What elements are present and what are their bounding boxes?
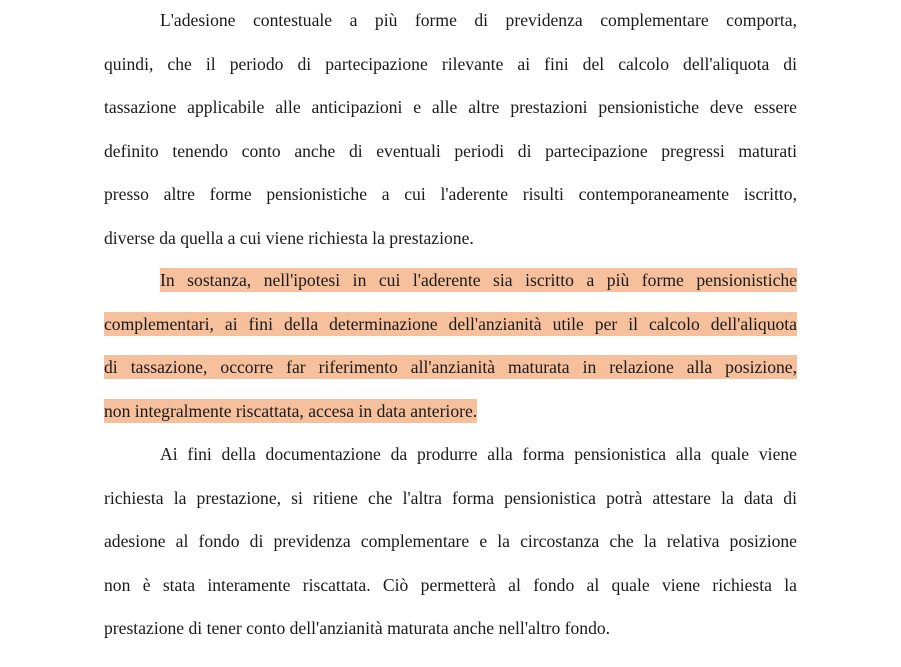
paragraph-line: richiesta la prestazione, si ritiene che l'altra forma pensionistica potrà attestare la data di: [104, 488, 797, 508]
paragraph-line: diverse da quella a cui viene richiesta la prestazione.: [104, 228, 474, 248]
paragraph-line: L'adesione contestuale a più forme di previdenza complementare comporta,: [160, 10, 797, 30]
highlighted-line: non integralmente riscattata, accesa in data anteriore.: [104, 401, 478, 421]
paragraph-line: non è stata interamente riscattata. Ciò permetterà al fondo al quale viene richiesta la: [104, 575, 797, 595]
paragraph-line: presso altre forme pensionistiche a cui l'aderente risulti contemporaneamente iscritto,: [104, 184, 797, 204]
paragraph-line: tassazione applicabile alle anticipazioni e alle altre prestazioni pensionistiche deve essere: [104, 97, 797, 117]
paragraph-line: quindi, che il periodo di partecipazione rilevante ai fini del calcolo dell'aliquota di: [104, 54, 797, 74]
paragraph-line: prestazione di tener conto dell'anzianità maturata anche nell'altro fondo.: [104, 618, 611, 638]
paragraph-line: definito tenendo conto anche di eventuali periodi di partecipazione pregressi maturati: [104, 141, 797, 161]
paragraph-line: adesione al fondo di previdenza complementare e la circostanza che la relativa posizione: [104, 531, 797, 551]
highlighted-line: di tassazione, occorre far riferimento all'anzianità maturata in relazione alla posizione,: [104, 357, 797, 377]
highlighted-line: complementari, ai fini della determinazione dell'anzianità utile per il calcolo dell'aliquota: [104, 314, 797, 334]
paragraph-line: Ai fini della documentazione da produrre alla forma pensionistica alla quale viene: [160, 444, 797, 464]
highlighted-line: In sostanza, nell'ipotesi in cui l'aderente sia iscritto a più forme pensionistiche: [160, 270, 797, 290]
